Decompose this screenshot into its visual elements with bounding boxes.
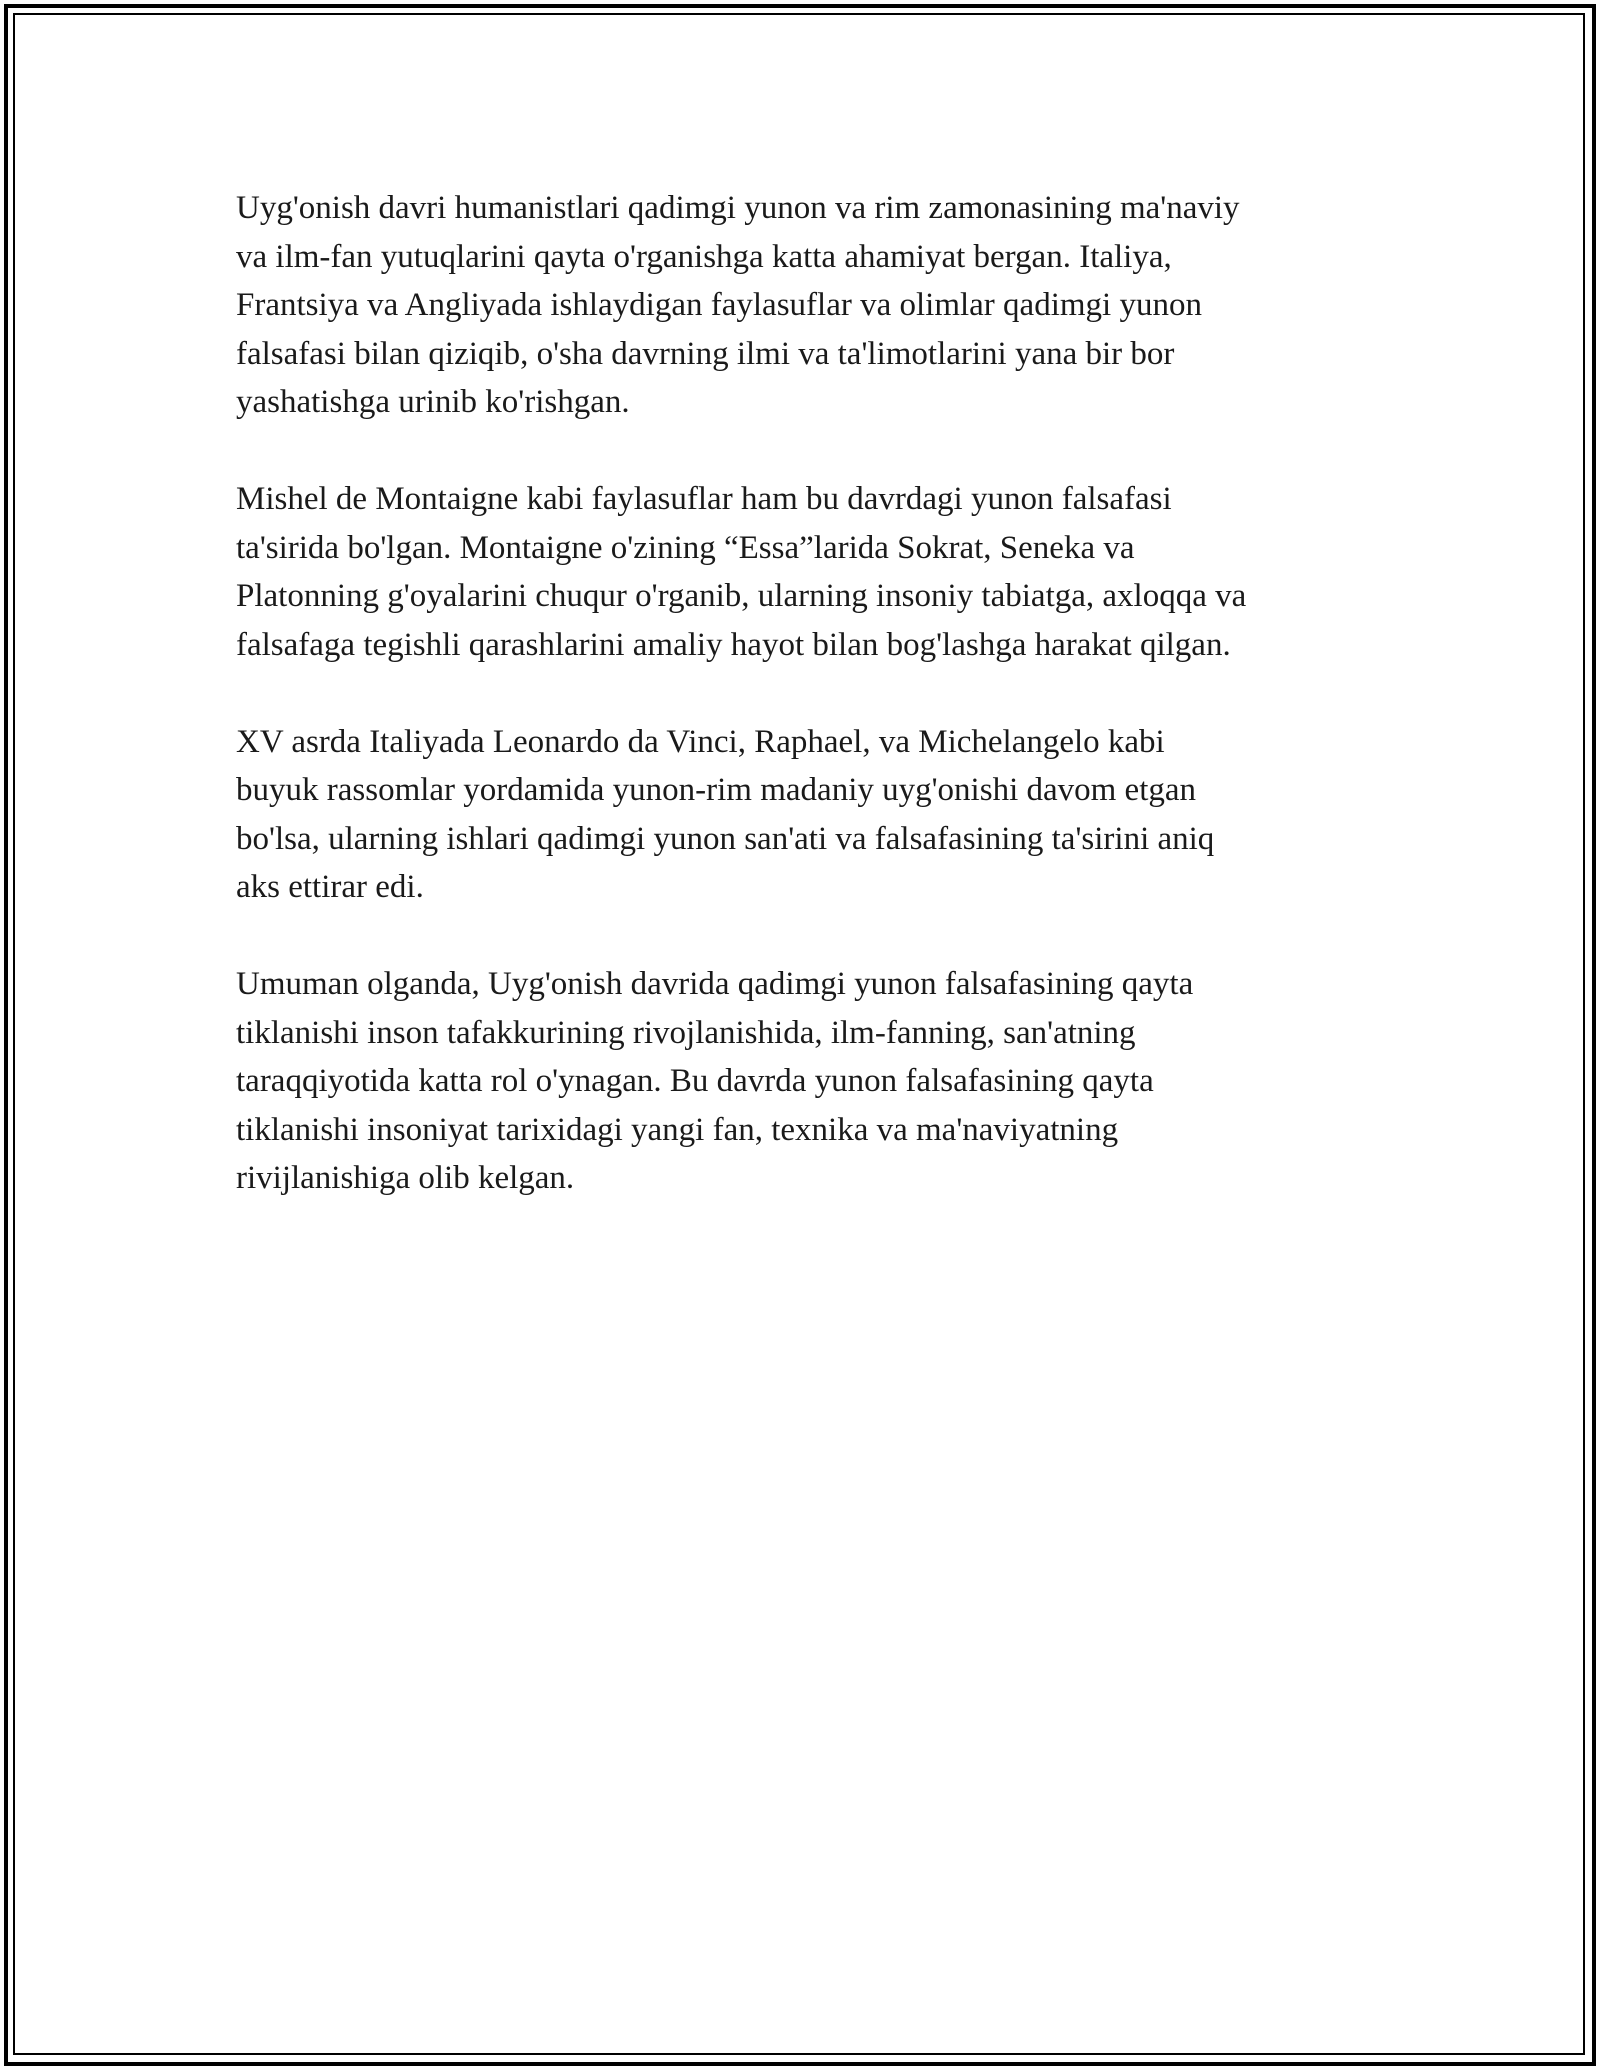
paragraph-line: Umuman olganda, Uyg'onish davrida qadimgi yunon falsafasining qayta [236,966,1194,1002]
paragraph-line: falsafaga tegishli qarashlarini amaliy hayot bilan bog'lashga harakat qilgan. [236,626,1231,663]
document-body [236,184,1416,1251]
paragraph-line: tiklanishi insoniyat tarixidagi yangi fan, texnika va ma'naviyatning [236,1111,1119,1148]
paragraph-1 [236,184,1416,427]
paragraph-line: Frantsiya va Angliyada ishlaydigan faylasuflar va olimlar qadimgi yunon [236,287,1202,323]
paragraph-line: Mishel de Montaigne kabi faylasuflar ham bu davrdagi yunon falsafasi [236,481,1172,517]
paragraph-line: aks ettirar edi. [236,869,424,905]
paragraph-line: rivijlanishiga olib kelgan. [236,1160,575,1196]
paragraph-line: ta'sirida bo'lgan. Montaigne o'zining “Essa”larida Sokrat, Seneka va [236,529,1135,566]
paragraph-line: tiklanishi inson tafakkurining rivojlanishida, ilm-fanning, san'atning [236,1014,1136,1051]
paragraph-line: bo'lsa, ularning ishlari qadimgi yunon san'ati va falsafasining ta'sirini aniq [236,820,1215,857]
paragraph-line: XV asrda Italiyada Leonardo da Vinci, Raphael, va Michelangelo kabi [236,723,1165,760]
paragraph-line: falsafasi bilan qiziqib, o'sha davrning ilmi va ta'limotlarini yana bir bor [236,335,1175,372]
paragraph-4 [236,960,1416,1203]
paragraph-line: yashatishga urinib ko'rishgan. [236,384,630,420]
paragraph-3 [236,718,1416,912]
paragraph-line: va ilm-fan yutuqlarini qayta o'rganishga katta ahamiyat bergan. Italiya, [236,238,1172,275]
paragraph-line: taraqqiyotida katta rol o'ynagan. Bu davrda yunon falsafasining qayta [236,1063,1154,1099]
paragraph-line: Platonning g'oyalarini chuqur o'rganib, ularning insoniy tabiatga, axloqqa va [236,578,1247,614]
paragraph-line: Uyg'onish davri humanistlari qadimgi yunon va rim zamonasining ma'naviy [236,190,1240,226]
paragraph-line: buyuk rassomlar yordamida yunon-rim madaniy uyg'onishi davom etgan [236,772,1197,808]
paragraph-2 [236,475,1416,669]
